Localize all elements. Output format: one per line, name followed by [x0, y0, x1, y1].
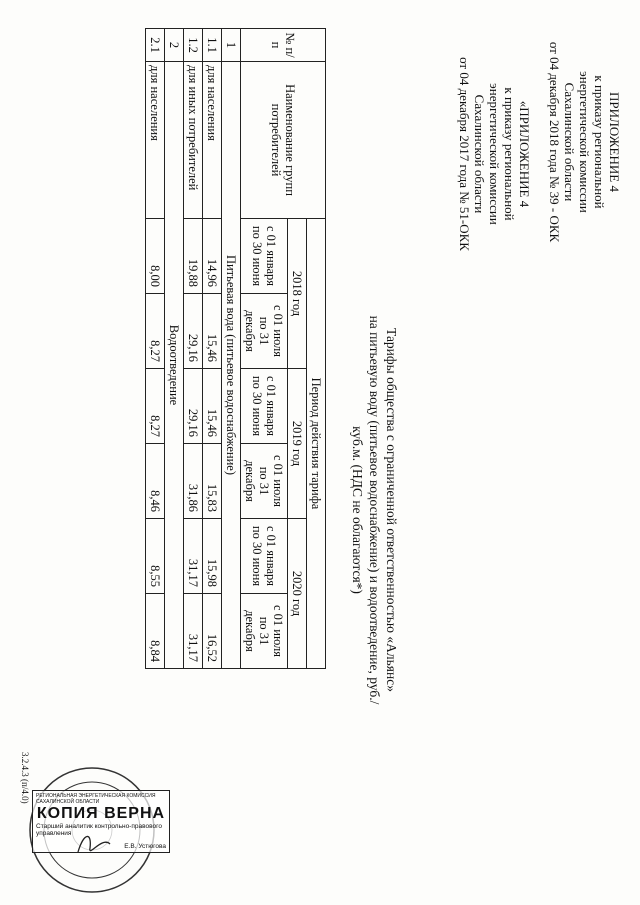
year-header: 2019 год: [288, 369, 307, 519]
certification-stamp: [22, 760, 166, 900]
tariff-value: 15,83: [203, 444, 222, 519]
section-title: Водоотведение: [165, 62, 184, 669]
section-num: 1: [222, 29, 241, 62]
document-title: [349, 300, 400, 720]
tariff-value: 16,52: [203, 594, 222, 669]
tariff-table: [145, 28, 326, 669]
col-header-num: № п/п: [241, 29, 326, 62]
tariff-value: 8,84: [146, 594, 165, 669]
header-line: от 04 декабря 2018 года № 39 - ОКК: [547, 41, 562, 243]
section-num: 2: [165, 29, 184, 62]
title-line-2: на питьевую воду (питьевое водоснабжение) и водоотведение, руб./куб.м. (НДС не облагаются*): [350, 315, 382, 705]
half-header: с 01 января по 30 июня: [241, 369, 288, 444]
table-row: [184, 29, 203, 669]
section-title: Питьевая вода (питьевое водоснабжение): [222, 62, 241, 669]
tariff-value: 8,27: [146, 294, 165, 369]
tariff-value: 19,88: [184, 219, 203, 294]
period-header: Период действия тарифа: [307, 219, 326, 669]
header-line: Сахалинской области: [472, 94, 487, 214]
header-line: от 04 декабря 2017 года № 51-ОКК: [457, 57, 472, 251]
year-header: 2020 год: [288, 519, 307, 669]
row-name: для иных потребителей: [184, 62, 203, 219]
header-line: энергетической комиссии: [487, 83, 502, 225]
half-header: с 01 января по 30 июня: [241, 219, 288, 294]
header-line: к приказу региональной: [592, 75, 607, 209]
row-num: 1.2: [184, 29, 203, 62]
tariff-value: 29,16: [184, 369, 203, 444]
section-row: [165, 29, 184, 669]
table-row: [146, 29, 165, 669]
row-num: 1.1: [203, 29, 222, 62]
stamp-signer: Е.В. Устюгова: [124, 843, 166, 850]
stamp-org: РЕГИОНАЛЬНАЯ ЭНЕРГЕТИЧЕСКАЯ КОМИССИЯ САХАЛИНСКОЙ ОБЛАСТИ: [36, 793, 156, 805]
tariff-value: 31,86: [184, 444, 203, 519]
col-header-name: Наименование групп потребителей: [241, 62, 326, 219]
header-line: энергетической комиссии: [577, 71, 592, 213]
appendix-header-previous: [457, 24, 532, 284]
header-line: Сахалинской области: [562, 82, 577, 202]
half-header: с 01 июля по 31 декабря: [241, 594, 288, 669]
tariff-value: 8,55: [146, 519, 165, 594]
tariff-value: 15,46: [203, 294, 222, 369]
half-header: с 01 июля по 31 декабря: [241, 444, 288, 519]
tariff-value: 29,16: [184, 294, 203, 369]
header-title: ПРИЛОЖЕНИЕ 4: [607, 92, 622, 192]
signature-icon: [74, 830, 114, 860]
stamp-code: 3.2.4.3 (п/4.0): [20, 752, 30, 804]
row-name: для населения: [203, 62, 222, 219]
section-row: [222, 29, 241, 669]
stamp-position: Старший аналитик контрольно-правового управления: [36, 823, 162, 837]
half-header: с 01 июля по 31 декабря: [241, 294, 288, 369]
row-name: для населения: [146, 62, 165, 219]
title-line-1: Тарифы общества с ограниченной ответственностью «Альянс»: [384, 328, 399, 692]
tariff-value: 8,46: [146, 444, 165, 519]
tariff-value: 15,98: [203, 519, 222, 594]
half-header: с 01 января по 30 июня: [241, 519, 288, 594]
header-title: «ПРИЛОЖЕНИЕ 4: [517, 100, 532, 208]
table-row: [203, 29, 222, 669]
tariff-value: 14,96: [203, 219, 222, 294]
tariff-value: 8,00: [146, 219, 165, 294]
year-header: 2018 год: [288, 219, 307, 369]
header-line: к приказу региональной: [502, 87, 517, 221]
tariff-value: 31,17: [184, 519, 203, 594]
tariff-value: 8,27: [146, 369, 165, 444]
row-num: 2.1: [146, 29, 165, 62]
tariff-value: 31,17: [184, 594, 203, 669]
stamp-copy-label: КОПИЯ ВЕРНА: [36, 805, 166, 822]
appendix-header-current: [547, 12, 622, 272]
tariff-value: 15,46: [203, 369, 222, 444]
